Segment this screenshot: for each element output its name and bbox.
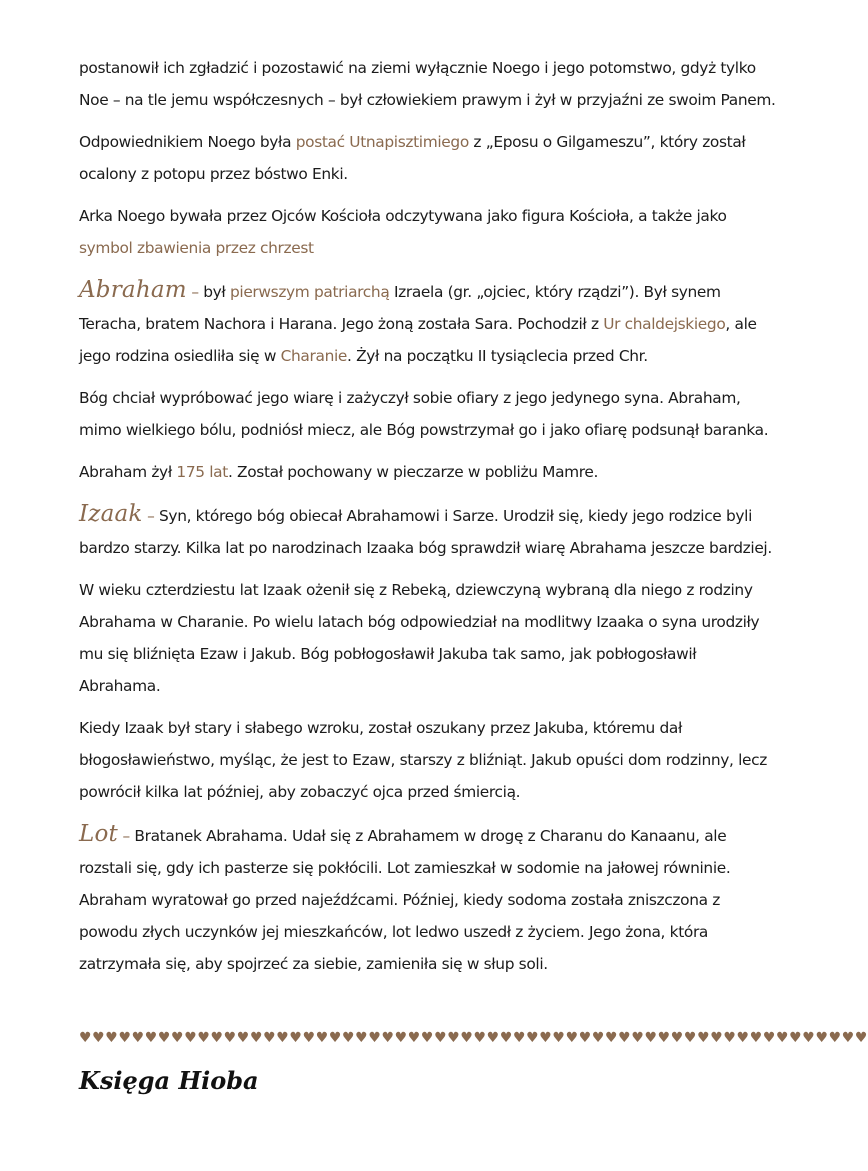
heading-abraham: Abraham [79,277,187,303]
text: . Żył na początku II tysiąclecia przed Chr. [347,347,648,365]
heading-dash: – [142,507,160,525]
link-175-lat[interactable]: 175 lat [176,463,228,481]
noah-paragraph-3 [79,200,779,264]
link-charanie[interactable]: Charanie [280,347,348,365]
heading-dash: – [117,827,135,845]
link-symbol-zbawienia[interactable]: symbol zbawienia przez chrzest [79,239,314,257]
text: Odpowiednikiem Noego była [79,133,296,151]
text: Izraela (gr. „ojciec, który rządzi”). Był synem Teracha, bratem Nachora i Harana. Jego żoną została Sara. Pochodził z [79,283,721,333]
link-utnapisztim[interactable]: postać Utnapisztimiego [295,133,469,151]
link-pierwszym-patriarcha[interactable]: pierwszym patriarchą [229,283,390,301]
text: z „Eposu o Gilgameszu”, który został ocalony z potopu przez bóstwo Enki. [79,133,746,183]
noah-paragraph-2 [79,126,779,190]
text: Abraham żył [79,463,177,481]
isaac-paragraph-2 [79,574,779,702]
link-ur-chaldejskiego[interactable]: Ur chaldejskiego [603,315,726,333]
isaac-paragraph-3 [79,712,779,808]
text: Bóg chciał wypróbować jego wiarę i zażyczył sobie ofiary z jego jedynego syna. Abraham, mimo wielkiego bólu, podniósł miecz, ale Bóg powstrzymał go i jako ofiarę podsunął baranka. [79,389,769,439]
text: , ale jego rodzina osiedliła się w [79,315,757,365]
text: Kiedy Izaak był stary i słabego wzroku, został oszukany przez Jakuba, któremu dał błogosławieństwo, myśląc, że jest to Ezaw, starszy z bliźniąt. Jakub opuści dom rodzinny, lecz powrócił kilka lat później, aby zobaczyć ojca przed śmiercią. [79,719,768,801]
noah-paragraph-1 [79,52,779,116]
heading-dash: – [186,283,204,301]
text: postanowił ich zgładzić i pozostawić na ziemi wyłącznie Noego i jego potomstwo, gdyż tylko Noe – na tle jemu współczesnych – był człowiekiem prawym i żył w przyjaźni ze swoim Panem. [79,59,776,109]
heading-izaak: Izaak [79,501,143,527]
document-body [79,52,779,990]
lot-paragraph-1 [79,818,779,980]
text: Syn, którego bóg obiecał Abrahamowi i Sarze. Urodził się, kiedy jego rodzice byli bardzo starzy. Kilka lat po narodzinach Izaaka bóg sprawdził wiarę Abrahama jeszcze bardziej. [79,507,772,557]
heart-divider: ♥♥♥♥♥♥♥♥♥♥♥♥♥♥♥♥♥♥♥♥♥♥♥♥♥♥♥♥♥♥♥♥♥♥♥♥♥♥♥♥♥♥♥♥♥♥♥♥♥♥♥♥♥♥♥♥♥♥♥♥ [79,1030,868,1046]
heading-lot: Lot [79,821,118,847]
text: Bratanek Abrahama. Udał się z Abrahamem w drogę z Charanu do Kanaanu, ale rozstali się, gdy ich pasterze się pokłócili. Lot zamieszkał w sodomie na jałowej równinie. Abraham wyratował go przed najeźdźcami. Później, kiedy sodoma została zniszczona z powodu złych uczynków jej mieszkańców, lot ledwo uszedł z życiem. Jego żona, która zatrzymała się, aby spojrzeć za siebie, zamieniła się w słup soli. [79,827,731,973]
text: W wieku czterdziestu lat Izaak ożenił się z Rebeką, dziewczyną wybraną dla niego z rodziny Abrahama w Charanie. Po wielu latach bóg odpowiedział na modlitwy Izaaka o syna urodziły mu się bliźnięta Ezaw i Jakub. Bóg pobłogosławił Jakuba tak samo, jak pobłogosławił Abrahama. [79,581,760,695]
abraham-paragraph-3 [79,456,779,488]
section-title-ksiega-hioba: Księga Hioba [79,1066,259,1095]
text: . Został pochowany w pieczarze w pobliżu Mamre. [227,463,599,481]
isaac-paragraph-1 [79,498,779,564]
abraham-paragraph-2 [79,382,779,446]
abraham-paragraph-1 [79,274,779,372]
text: był [203,283,230,301]
text: Arka Noego bywała przez Ojców Kościoła odczytywana jako figura Kościoła, a także jako [79,207,727,225]
